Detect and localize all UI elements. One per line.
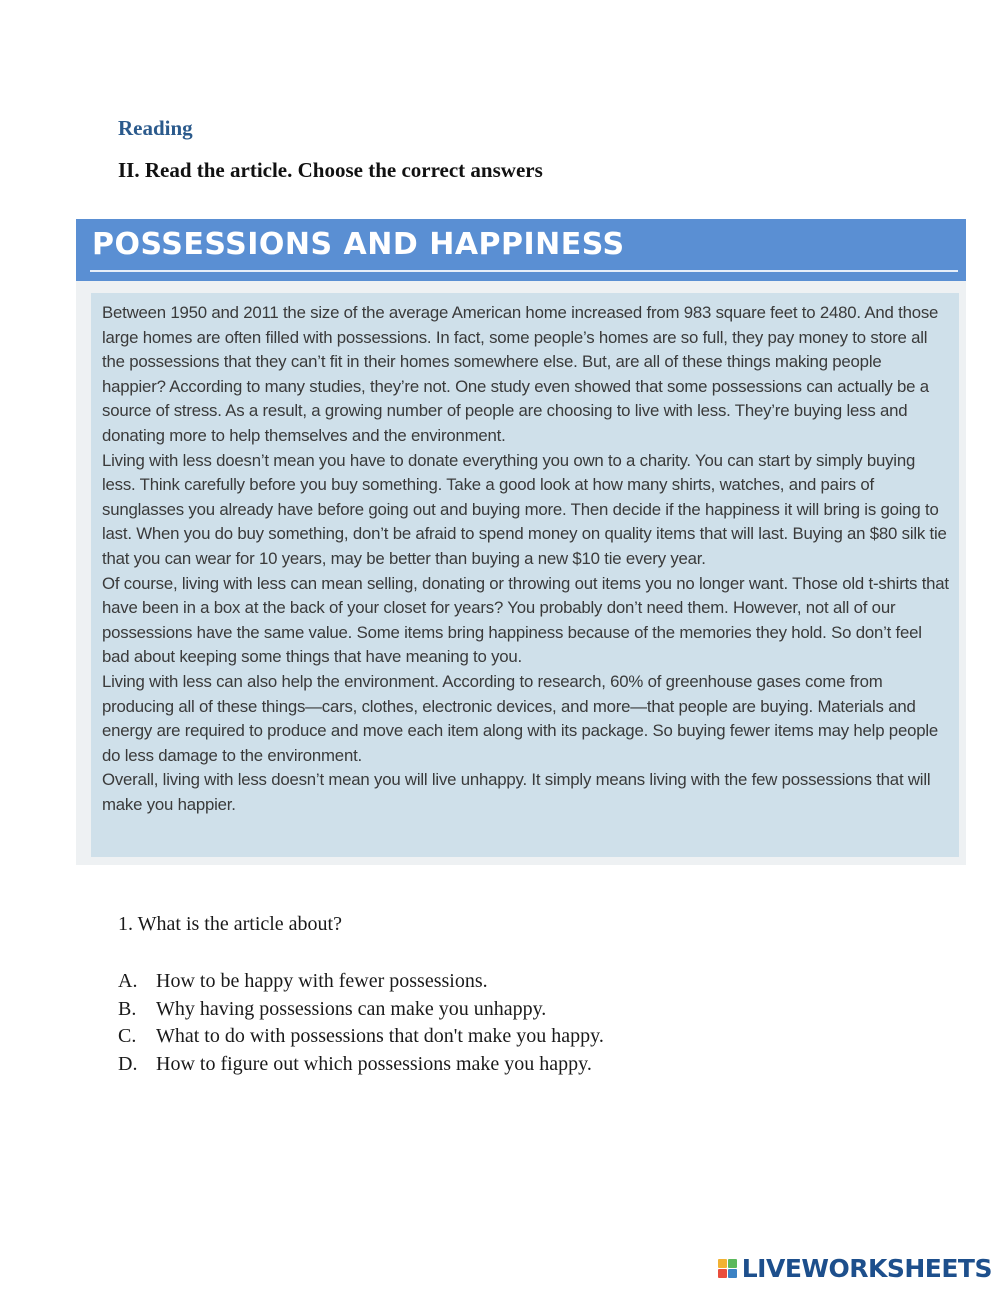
article-box bbox=[76, 219, 966, 865]
article-paragraph: Living with less can also help the environment. According to research, 60% of greenhouse gases come from producing all of these things—cars, clothes, electronic devices, and more—that people are buying. Materials and energy are required to produce and move each item along with its package. So buying fewer items may help people do less damage to the environment. bbox=[102, 671, 939, 765]
option-letter: A. bbox=[118, 970, 138, 992]
option-text: Why having possessions can make you unhappy. bbox=[156, 997, 547, 1020]
logo-square bbox=[728, 1259, 737, 1268]
option-text: What to do with possessions that don't make you happy. bbox=[156, 1025, 604, 1048]
option-letter: C. bbox=[118, 1025, 137, 1048]
article-paragraph: Living with less doesn’t mean you have to donate everything you own to a charity. You can start by simply buying less. Think carefully before you buy something. Take a good look at how many shirts, watches, and pairs of sunglasses you already have before going out and buying more. Then decide if the happiness it will bring is going to last. When you do buy something, don’t be afraid to spend money on quality items that will last. Buying an $80 silk tie that you can wear for 10 years, may be better than buying a new $10 tie every year. bbox=[102, 450, 947, 568]
answer-option-d[interactable] bbox=[118, 1051, 604, 1079]
instruction: II. Read the article. Choose the correct answers bbox=[118, 158, 543, 182]
answer-option-b[interactable] bbox=[118, 996, 604, 1024]
article-header bbox=[76, 219, 966, 281]
article-body bbox=[91, 293, 959, 857]
option-text: How to figure out which possessions make you happy. bbox=[156, 1053, 592, 1076]
article-paragraph: Of course, living with less can mean selling, donating or throwing out items you no longer want. Those old t-shirts that have been in a box at the back of your closet for years? You probably don’t need them. However, not all of our possessions have the same value. Some items bring happiness because of the memories they hold. So don’t feel bad about keeping some things that have meaning to you. bbox=[102, 573, 949, 667]
liveworksheets-logo-icon bbox=[718, 1259, 737, 1278]
option-letter: B. bbox=[118, 997, 137, 1020]
article-title: POSSESSIONS AND HAPPINESS bbox=[92, 227, 625, 262]
option-text: How to be happy with fewer possessions. bbox=[156, 970, 488, 992]
brand-name: LIVEWORKSHEETS bbox=[741, 1254, 992, 1283]
article-paragraph: Overall, living with less doesn’t mean you will live unhappy. It simply means living with the few possessions that will make you happier. bbox=[102, 770, 931, 814]
section-label: Reading bbox=[118, 116, 193, 140]
logo-square bbox=[718, 1269, 727, 1278]
brand-logo[interactable] bbox=[718, 1254, 992, 1283]
logo-square bbox=[718, 1259, 727, 1268]
article-paragraph: Between 1950 and 2011 the size of the average American home increased from 983 square feet to 2480. And those large homes are often filled with possessions. In fact, some people’s homes are so full, they pay money to store all the possessions that they can’t fit in their homes somewhere else. But, are all of these things making people happier? According to many studies, they’re not. One study even showed that some possessions can actually be a source of stress. As a result, a growing number of people are choosing to live with less. They’re buying less and donating more to help themselves and the environment. bbox=[102, 303, 939, 445]
answer-option-c[interactable] bbox=[118, 1023, 604, 1051]
question-text: 1. What is the article about? bbox=[118, 913, 342, 935]
logo-square bbox=[728, 1269, 737, 1278]
answer-options bbox=[118, 968, 604, 1079]
option-letter: D. bbox=[118, 1053, 138, 1076]
header-rule bbox=[90, 270, 958, 272]
answer-option-a[interactable] bbox=[118, 968, 604, 996]
